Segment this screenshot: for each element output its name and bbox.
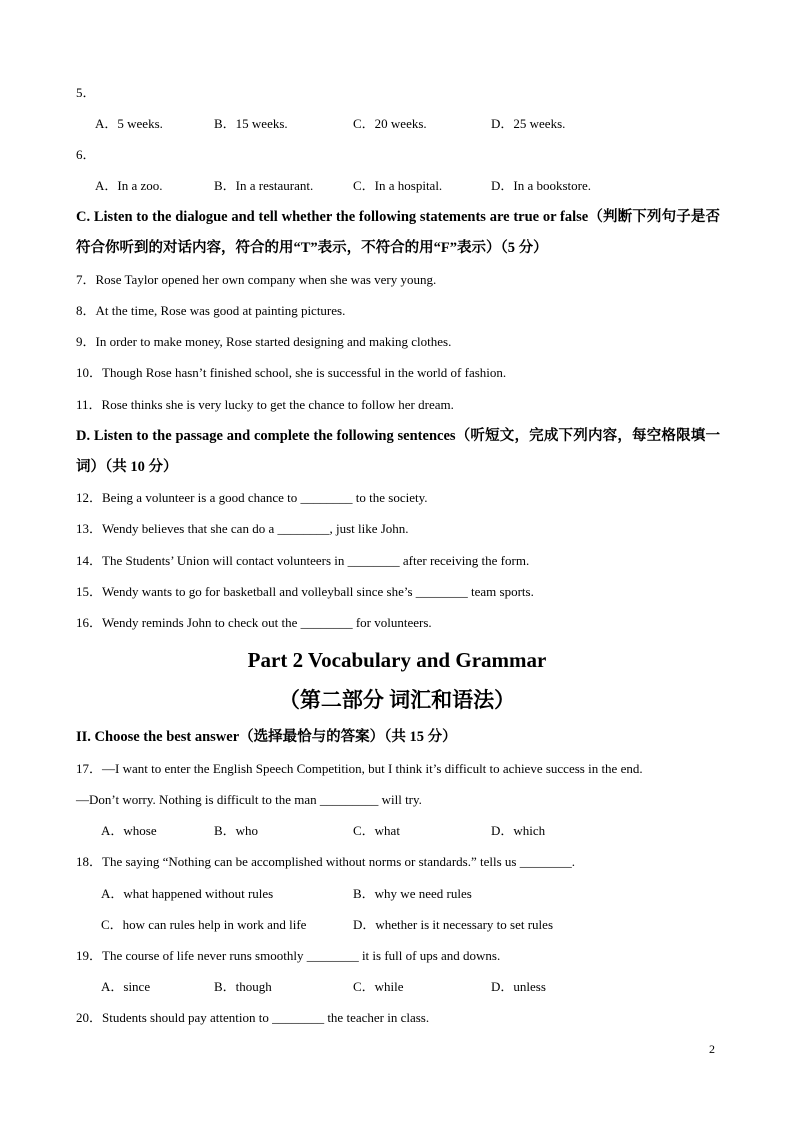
option-c: C．In a hospital. [353,178,443,193]
statement-7: 7．Rose Taylor opened her own company when she was very young. [76,272,437,287]
sentence-15: 15．Wendy wants to go for basketball and volleyball since she’s ________ team sports. [76,584,534,599]
question-5-number: 5． [76,85,96,100]
option-b: B．In a restaurant. [214,178,314,193]
question-19-options [0,978,794,996]
statement-9: 9．In order to make money, Rose started designing and making clothes. [76,334,452,349]
sentence-16: 16．Wendy reminds John to check out the ________ for volunteers. [76,615,432,630]
option-d: D．whether is it necessary to set rules [353,917,554,932]
question-17-stem: 17．—I want to enter the English Speech Competition, but I think it’s difficult to achieve success in the end. [76,761,643,776]
question-18-options-row-1 [0,885,794,903]
option-c: C．what [353,823,400,838]
option-b: B．why we need rules [353,886,472,901]
part-2-subtitle: （第二部分 词汇和语法） [278,688,516,712]
option-d: D．In a bookstore. [491,178,592,193]
question-17-options [0,822,794,840]
statement-10: 10．Though Rose hasn’t finished school, she is successful in the world of fashion. [76,365,507,380]
question-6-options [0,177,794,195]
option-a: A．whose [101,823,157,838]
option-d: D．unless [491,979,546,994]
section-d-heading: D. Listen to the passage and complete the following sentences（听短文，完成下列内容，每空格限填一词）（共 10 分） [76,428,720,475]
question-20-stem: 20．Students should pay attention to ________ the teacher in class. [76,1010,430,1025]
question-6-number: 6． [76,147,96,162]
option-d: D．which [491,823,546,838]
question-18-options-row-2 [0,916,794,934]
section-c-heading: C. Listen to the dialogue and tell whether the following statements are true or false（判断下列句子是否符合你听到的对话内容，符合的用“T”表示，不符合的用“F”表示）（5 分） [76,209,720,256]
section-ii-heading: II. Choose the best answer（选择最恰与的答案）（共 15 分） [76,729,457,745]
option-a: A．5 weeks. [95,116,163,131]
sentence-12: 12．Being a volunteer is a good chance to ________ to the society. [76,490,428,505]
option-a: A．In a zoo. [95,178,163,193]
option-b: B．15 weeks. [214,116,288,131]
option-a: A．since [101,979,151,994]
statement-11: 11．Rose thinks she is very lucky to get the chance to follow her dream. [76,397,454,412]
sentence-13: 13．Wendy believes that she can do a ________, just like John. [76,521,409,536]
option-b: B．though [214,979,272,994]
option-a: A．what happened without rules [101,886,274,901]
option-c: C．20 weeks. [353,116,427,131]
page-number: 2 [709,1042,715,1056]
question-19-stem: 19．The course of life never runs smoothly ________ it is full of ups and downs. [76,948,501,963]
part-2-title: Part 2 Vocabulary and Grammar [247,648,547,672]
question-5-options [0,115,794,133]
statement-8: 8．At the time, Rose was good at painting pictures. [76,303,346,318]
option-c: C．while [353,979,404,994]
option-b: B．who [214,823,259,838]
sentence-14: 14．The Students’ Union will contact volunteers in ________ after receiving the form. [76,553,530,568]
question-17-response: —Don’t worry. Nothing is difficult to the man _________ will try. [76,792,422,807]
option-c: C．how can rules help in work and life [101,917,307,932]
question-18-stem: 18．The saying “Nothing can be accomplished without norms or standards.” tells us ________. [76,854,575,869]
option-d: D．25 weeks. [491,116,566,131]
